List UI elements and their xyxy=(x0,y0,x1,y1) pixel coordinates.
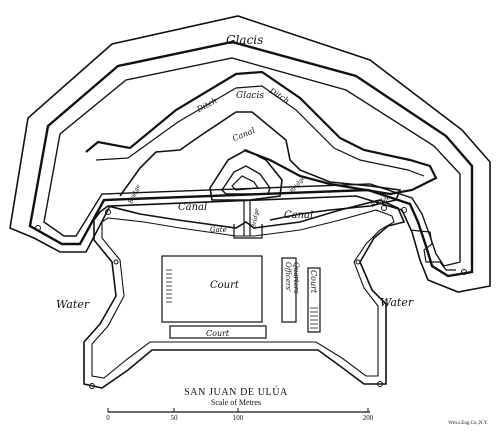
label-officers: Officers' xyxy=(284,262,292,292)
label-bridge-right: Bridge xyxy=(369,193,392,210)
label-bridge-mid: Bridge xyxy=(250,207,261,229)
scale-label-50: 50 xyxy=(170,414,178,422)
label-canal-top: Canal xyxy=(231,125,257,144)
label-glacis-inner: Glacis xyxy=(236,91,264,101)
label-court-main: Court xyxy=(210,280,239,291)
label-quarters: Quarters xyxy=(292,262,300,294)
label-ditch-right: Ditch xyxy=(267,86,292,106)
label-ditch-left: Ditch xyxy=(195,95,219,115)
scale-label-200: 200 xyxy=(362,414,374,422)
label-bridge-left: Bridge xyxy=(127,183,142,205)
label-gate: Gate xyxy=(210,226,227,234)
scale-label-0: 0 xyxy=(106,414,110,422)
label-water-left: Water xyxy=(56,298,90,311)
label-water-right: Water xyxy=(380,296,414,309)
label-court-side: Court xyxy=(309,270,318,294)
label-court-bottom: Court xyxy=(206,329,230,338)
label-glacis-outer: Glacis xyxy=(226,33,264,47)
label-canal-left: Canal xyxy=(178,202,208,213)
label-bridge-top: Bridge xyxy=(288,174,307,195)
label-canal-right: Canal xyxy=(284,210,314,221)
engraver-credit: Wm.s.Eng.Co.,N.Y. xyxy=(448,421,488,426)
map-subtitle: Scale of Metres xyxy=(210,398,262,407)
map-title: SAN JUAN DE ULÚA xyxy=(184,387,288,398)
scale-label-100: 100 xyxy=(232,414,244,422)
